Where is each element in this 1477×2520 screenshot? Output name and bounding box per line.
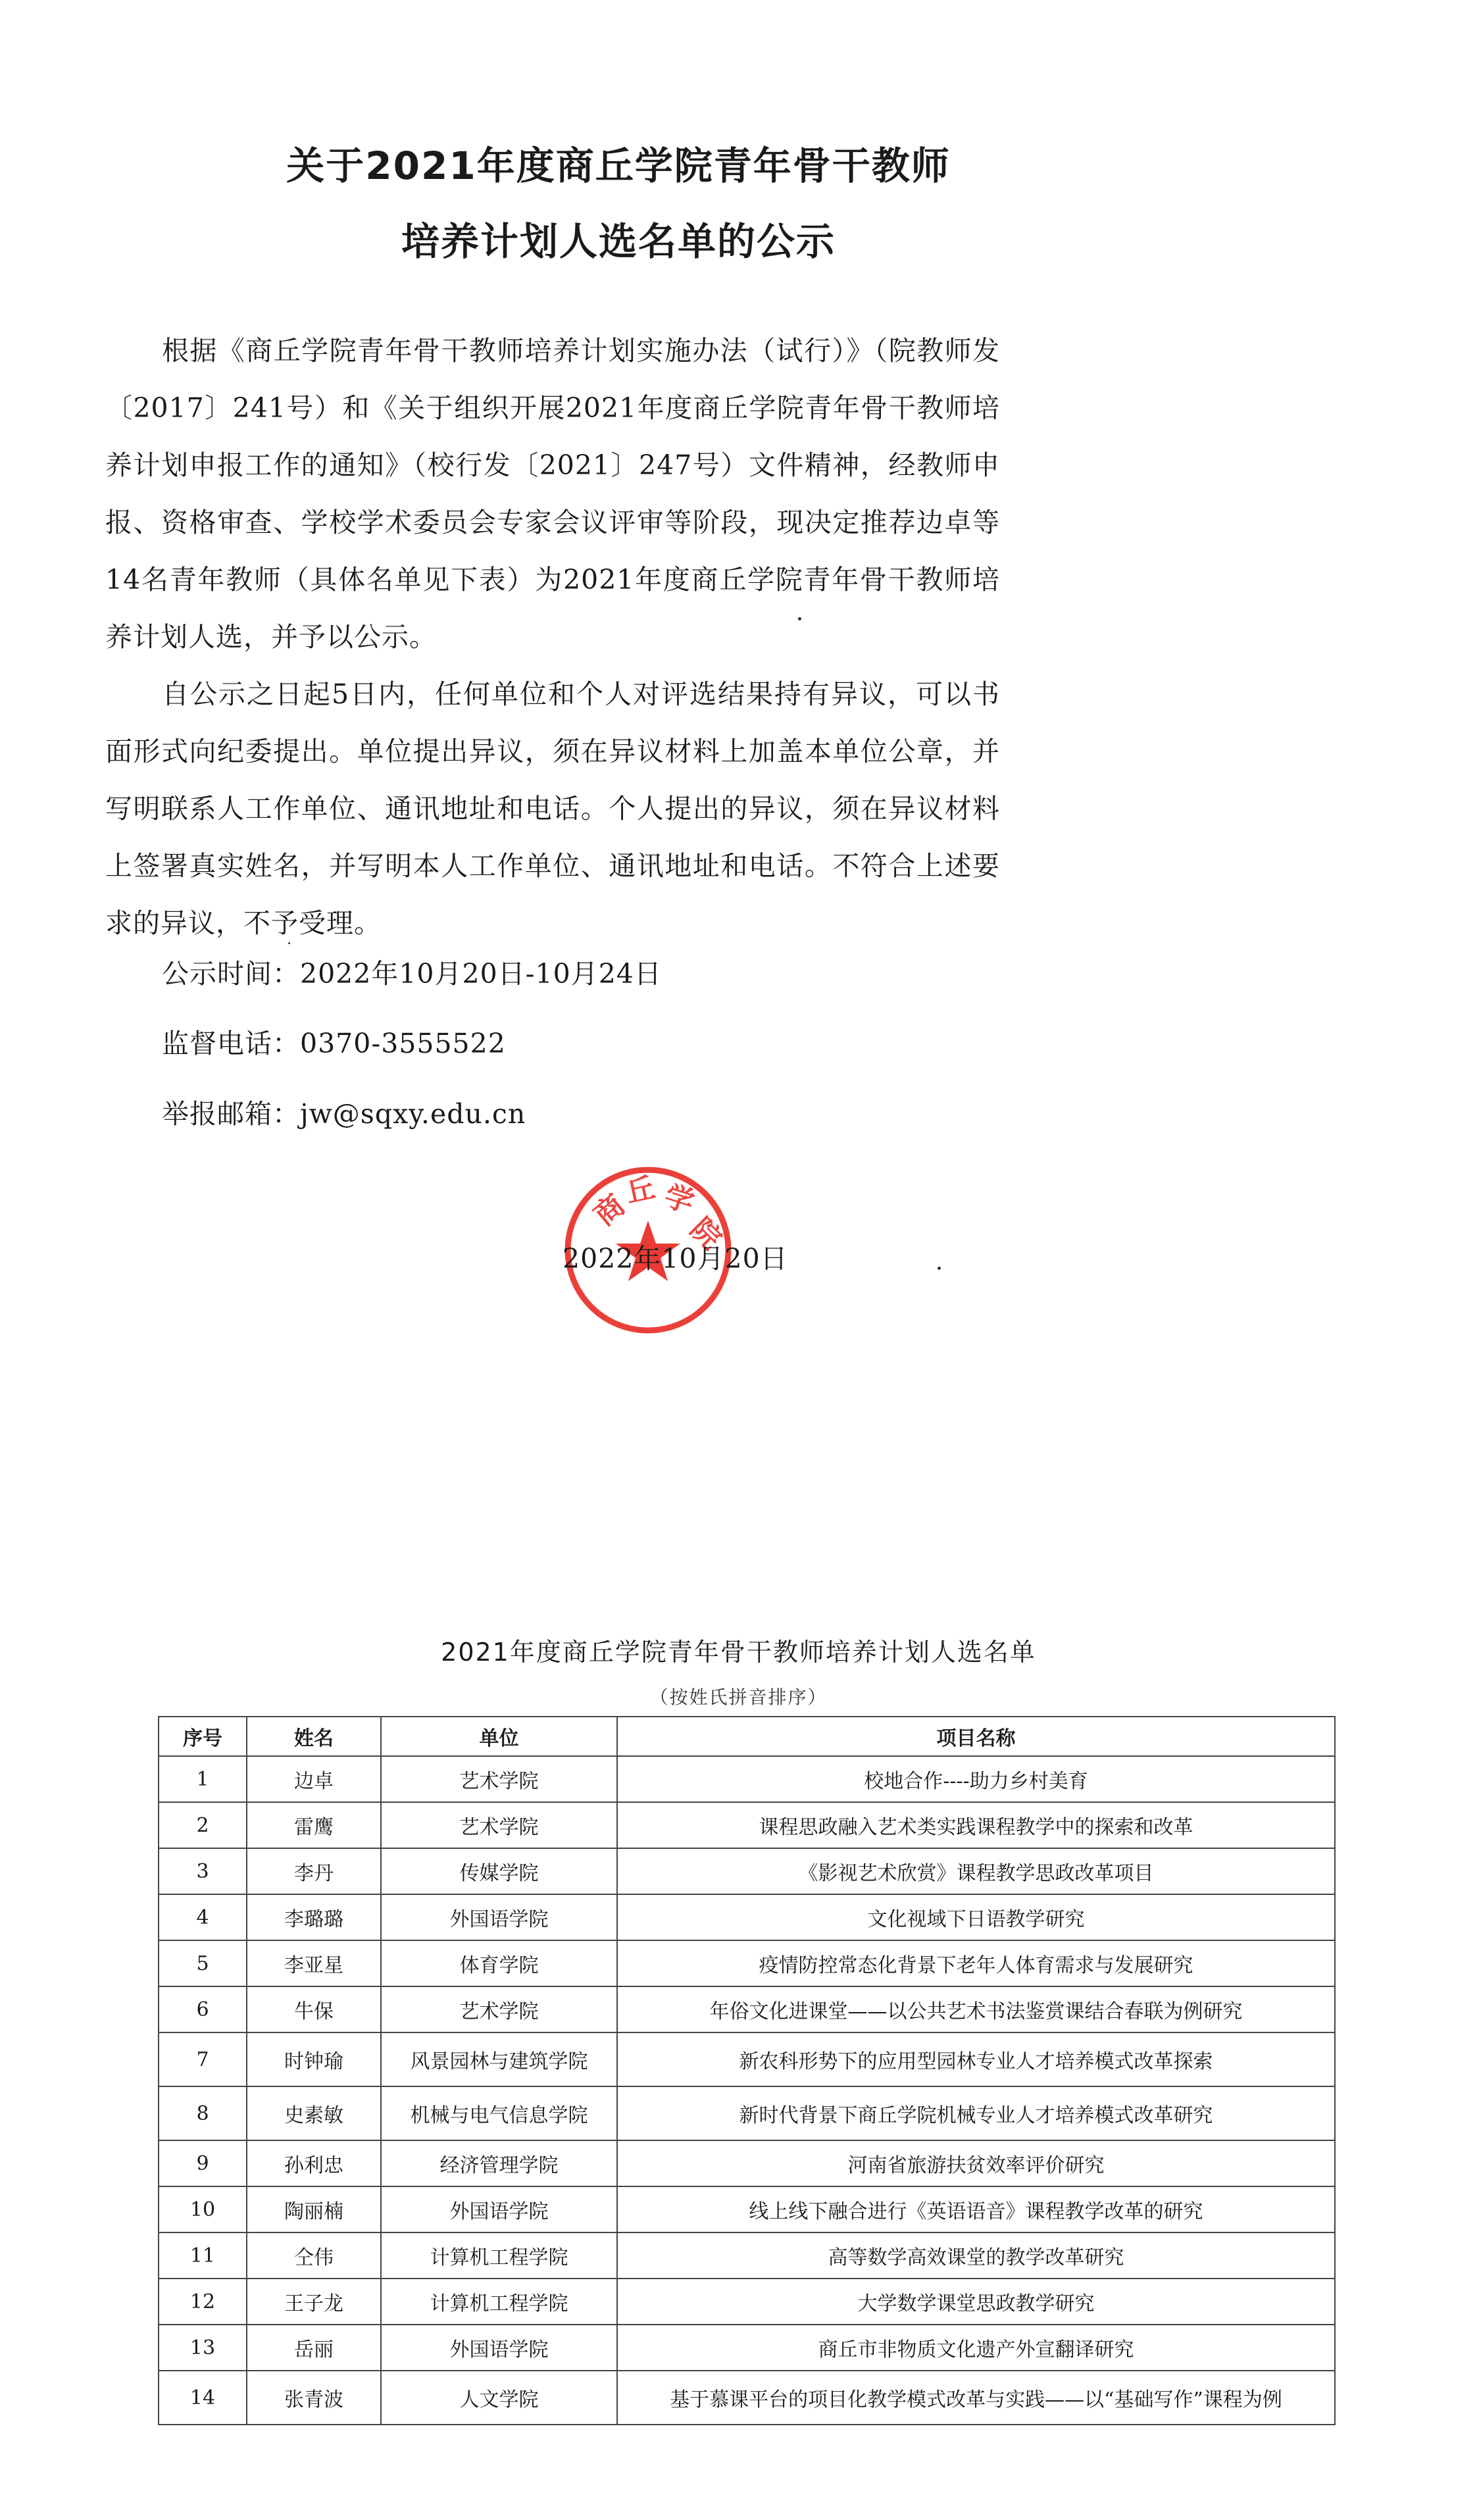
header-number: 序号 <box>159 1717 247 1756</box>
scan-speck <box>288 942 290 944</box>
row-name: 边卓 <box>247 1756 381 1802</box>
row-number: 14 <box>159 2371 247 2425</box>
row-unit: 艺术学院 <box>381 1756 617 1802</box>
row-number: 3 <box>159 1848 247 1894</box>
scan-speck <box>798 617 801 620</box>
row-number: 2 <box>159 1802 247 1848</box>
report-email: 举报邮箱：jw@sqxy.edu.cn <box>162 1098 526 1130</box>
row-number: 4 <box>159 1894 247 1940</box>
table-row <box>159 2032 1335 2086</box>
table-row <box>159 1894 1335 1940</box>
header-name: 姓名 <box>247 1717 381 1756</box>
row-project: 课程思政融入艺术类实践课程教学中的探索和改革 <box>617 1802 1335 1848</box>
table-row <box>159 1848 1335 1894</box>
table-row <box>159 2140 1335 2186</box>
document-date: 2022年10月20日 <box>563 1243 788 1274</box>
table-row <box>159 1802 1335 1848</box>
paragraph-2: 自公示之日起5日内，任何单位和个人对评选结果持有异议，可以书面形式向纪委提出。单位提出异议，须在异议材料上加盖本单位公章，并写明联系人工作单位、通讯地址和电话。个人提出的异议，须在异议材料上签署真实姓名，并写明本人工作单位、通讯地址和电话。不符合上述要求的异议，不予受理。 <box>105 678 1000 939</box>
row-name: 张青波 <box>247 2371 381 2425</box>
svg-text:丘: 丘 <box>622 1171 659 1210</box>
row-name: 时钟瑜 <box>247 2032 381 2086</box>
row-project: 疫情防控常态化背景下老年人体育需求与发展研究 <box>617 1940 1335 1986</box>
supervision-phone: 监督电话：0370-3555522 <box>162 1028 506 1059</box>
row-name: 李璐璐 <box>247 1894 381 1940</box>
row-project: 校地合作----助力乡村美育 <box>617 1756 1335 1802</box>
doc-title-line2: 培养计划人选名单的公示 <box>401 219 836 264</box>
row-number: 7 <box>159 2032 247 2086</box>
row-name: 仝伟 <box>247 2232 381 2279</box>
doc-title-line1: 关于2021年度商丘学院青年骨干教师 <box>286 143 951 188</box>
row-name: 王子龙 <box>247 2279 381 2325</box>
table-header-row <box>159 1717 1335 1756</box>
row-unit: 外国语学院 <box>381 2186 617 2232</box>
row-unit: 人文学院 <box>381 2371 617 2425</box>
svg-text:院: 院 <box>684 1211 728 1256</box>
table-row <box>159 2279 1335 2325</box>
row-project: 商丘市非物质文化遗产外宣翻译研究 <box>617 2325 1335 2371</box>
row-unit: 计算机工程学院 <box>381 2279 617 2325</box>
row-unit: 艺术学院 <box>381 1802 617 1848</box>
table-row <box>159 1940 1335 1986</box>
row-project: 线上线下融合进行《英语语音》课程教学改革的研究 <box>617 2186 1335 2232</box>
row-name: 雷鹰 <box>247 1802 381 1848</box>
row-project: 新时代背景下商丘学院机械专业人才培养模式改革研究 <box>617 2086 1335 2140</box>
row-project: 基于慕课平台的项目化教学模式改革与实践——以“基础写作”课程为例 <box>617 2371 1335 2425</box>
row-name: 牛保 <box>247 1986 381 2032</box>
table-title: 2021年度商丘学院青年骨干教师培养计划人选名单 <box>441 1638 1036 1667</box>
table-row <box>159 1986 1335 2032</box>
table-subtitle: （按姓氏拼音排序） <box>649 1686 828 1708</box>
row-project: 《影视艺术欣赏》课程教学思政改革项目 <box>617 1848 1335 1894</box>
header-unit: 单位 <box>381 1717 617 1756</box>
table-row <box>159 2232 1335 2279</box>
row-number: 9 <box>159 2140 247 2186</box>
row-name: 岳丽 <box>247 2325 381 2371</box>
row-unit: 经济管理学院 <box>381 2140 617 2186</box>
svg-text:学: 学 <box>660 1178 699 1221</box>
row-number: 12 <box>159 2279 247 2325</box>
row-unit: 体育学院 <box>381 1940 617 1986</box>
row-name: 孙利忠 <box>247 2140 381 2186</box>
row-project: 新农科形势下的应用型园林专业人才培养模式改革探索 <box>617 2032 1335 2086</box>
paragraph-1: 根据《商丘学院青年骨干教师培养计划实施办法（试行）》（院教师发〔2017〕241号）和《关于组织开展2021年度商丘学院青年骨干教师培养计划申报工作的通知》（校行发〔2021〕247号）文件精神，经教师申报、资格审查、学校学术委员会专家会议评审等阶段，现决定推荐边卓等14名青年教师（具体名单见下表）为2021年度商丘学院青年骨干教师培养计划人选，并予以公示。 <box>105 335 1000 653</box>
row-project: 年俗文化进课堂——以公共艺术书法鉴赏课结合春联为例研究 <box>617 1986 1335 2032</box>
row-name: 李丹 <box>247 1848 381 1894</box>
row-number: 1 <box>159 1756 247 1802</box>
row-unit: 计算机工程学院 <box>381 2232 617 2279</box>
row-name: 史素敏 <box>247 2086 381 2140</box>
row-project: 高等数学高效课堂的教学改革研究 <box>617 2232 1335 2279</box>
row-number: 10 <box>159 2186 247 2232</box>
table-row <box>159 2325 1335 2371</box>
row-unit: 艺术学院 <box>381 1986 617 2032</box>
scan-speck <box>938 1267 941 1270</box>
row-number: 5 <box>159 1940 247 1986</box>
candidate-table <box>158 1716 1336 2425</box>
row-project: 河南省旅游扶贫效率评价研究 <box>617 2140 1335 2186</box>
publicity-time: 公示时间：2022年10月20日-10月24日 <box>162 958 662 990</box>
table-row <box>159 1756 1335 1802</box>
row-number: 13 <box>159 2325 247 2371</box>
doc-body <box>105 322 1000 952</box>
row-number: 6 <box>159 1986 247 2032</box>
svg-text:商: 商 <box>588 1188 632 1233</box>
row-number: 8 <box>159 2086 247 2140</box>
table-row <box>159 2086 1335 2140</box>
row-name: 李亚星 <box>247 1940 381 1986</box>
table-row <box>159 2371 1335 2425</box>
row-name: 陶丽楠 <box>247 2186 381 2232</box>
table-row <box>159 2186 1335 2232</box>
row-unit: 风景园林与建筑学院 <box>381 2032 617 2086</box>
row-number: 11 <box>159 2232 247 2279</box>
row-unit: 外国语学院 <box>381 2325 617 2371</box>
row-unit: 机械与电气信息学院 <box>381 2086 617 2140</box>
row-project: 文化视域下日语教学研究 <box>617 1894 1335 1940</box>
row-project: 大学数学课堂思政教学研究 <box>617 2279 1335 2325</box>
row-unit: 传媒学院 <box>381 1848 617 1894</box>
header-project: 项目名称 <box>617 1717 1335 1756</box>
row-unit: 外国语学院 <box>381 1894 617 1940</box>
